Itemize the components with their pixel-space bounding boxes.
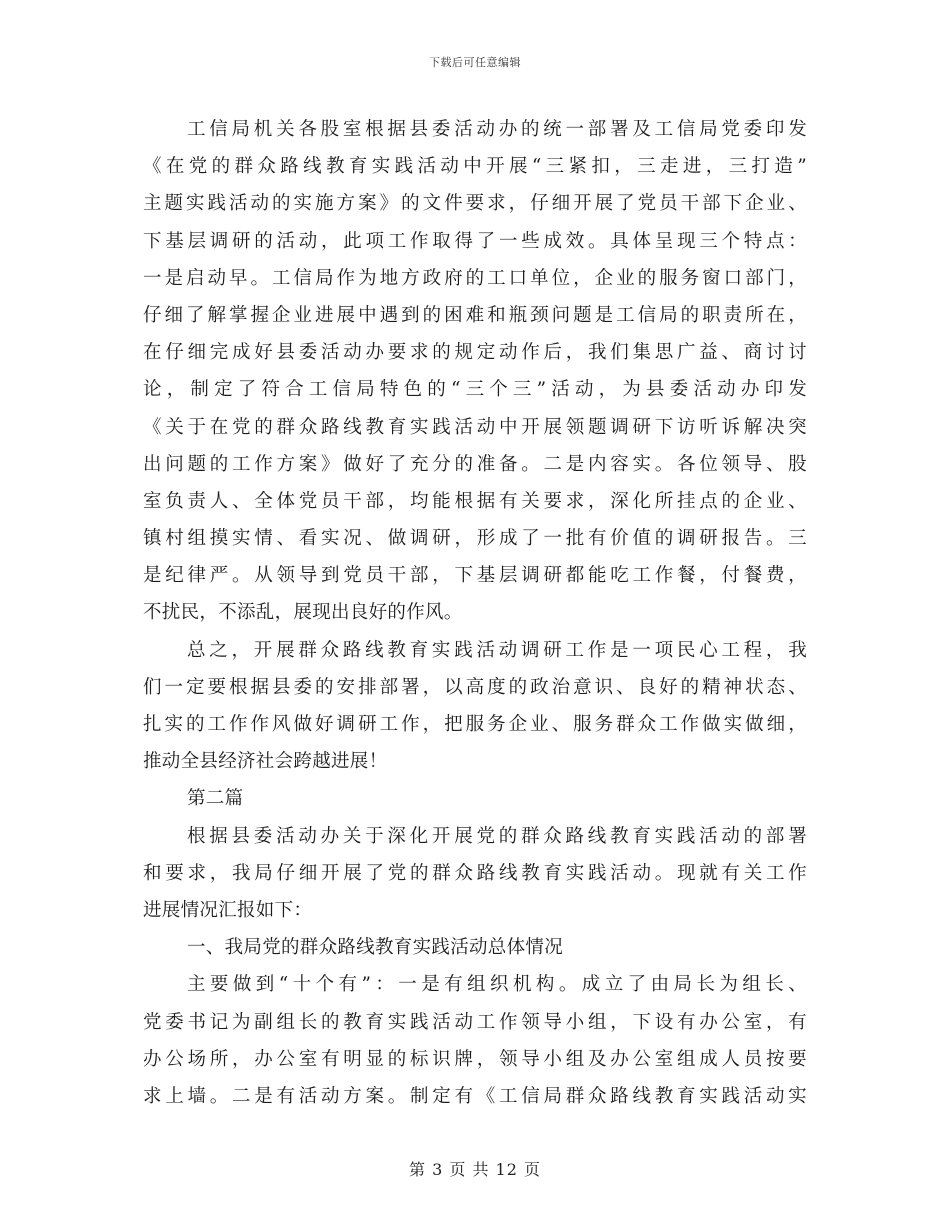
text-line: 一、我局党的群众路线教育实践活动总体情况 — [187, 937, 564, 959]
text-line: 主题实践活动的实施方案》的文件要求，仔细开展了党员干部下企业、 — [143, 193, 807, 215]
text-line: 一是启动早。工信局作为地方政府的工口单位，企业的服务窗口部门， — [143, 267, 807, 289]
text-line: 第二篇 — [187, 788, 244, 810]
text-line: 主要做到“十个有”：一是有组织机构。成立了由局长为组长、 — [187, 974, 807, 996]
text-line: 根据县委活动办关于深化开展党的群众路线教育实践活动的部署 — [187, 825, 807, 847]
document-body — [143, 111, 807, 1115]
text-line: 进展情况汇报如下： — [143, 899, 313, 921]
text-line: 室负责人、全体党员干部，均能根据有关要求，深化所挂点的企业、 — [143, 490, 807, 512]
text-line: 下基层调研的活动，此项工作取得了一些成效。具体呈现三个特点： — [143, 230, 807, 252]
text-line: 在仔细完成好县委活动办要求的规定动作后，我们集思广益、商讨讨 — [143, 342, 807, 364]
text-line: 《关于在党的群众路线教育实践活动中开展领题调研下访听诉解决突 — [143, 416, 807, 438]
text-line: 党委书记为副组长的教育实践活动工作领导小组，下设有办公室，有 — [143, 1011, 807, 1033]
text-line: 求上墙。二是有活动方案。制定有《工信局群众路线教育实践活动实 — [143, 1085, 807, 1107]
text-line: 论，制定了符合工信局特色的“三个三”活动，为县委活动办印发 — [143, 379, 807, 401]
text-line: 出问题的工作方案》做好了充分的准备。二是内容实。各位领导、股 — [143, 453, 807, 475]
text-line: 工信局机关各股室根据县委活动办的统一部署及工信局党委印发 — [187, 119, 807, 140]
text-line: 扎实的工作作风做好调研工作，把服务企业、服务群众工作做实做细， — [143, 714, 807, 735]
text-line: 仔细了解掌握企业进展中遇到的困难和瓶颈问题是工信局的职责所在， — [143, 304, 807, 326]
text-line: 办公场所，办公室有明显的标识牌，领导小组及办公室组成人员按要 — [143, 1048, 807, 1070]
text-line: 们一定要根据县委的安排部署，以高度的政治意识、良好的精神状态、 — [143, 676, 807, 698]
text-line: 总之，开展群众路线教育实践活动调研工作是一项民心工程，我 — [187, 639, 807, 661]
text-line: 是纪律严。从领导到党员干部，下基层调研都能吃工作餐，付餐费， — [143, 565, 807, 587]
text-line: 推动全县经济社会跨越进展！ — [143, 751, 388, 773]
page-header: 下载后可任意编辑 — [429, 56, 521, 69]
page-footer: 第 3 页 共 12 页 — [409, 1160, 541, 1179]
text-line: 《在党的群众路线教育实践活动中开展“三紧扣，三走进，三打造” — [143, 156, 807, 178]
text-line: 不扰民，不添乱，展现出良好的作风。 — [143, 602, 463, 624]
text-line: 和要求，我局仔细开展了党的群众路线教育实践活动。现就有关工作 — [143, 862, 807, 884]
text-line: 镇村组摸实情、看实况、做调研，形成了一批有价值的调研报告。三 — [143, 528, 807, 550]
